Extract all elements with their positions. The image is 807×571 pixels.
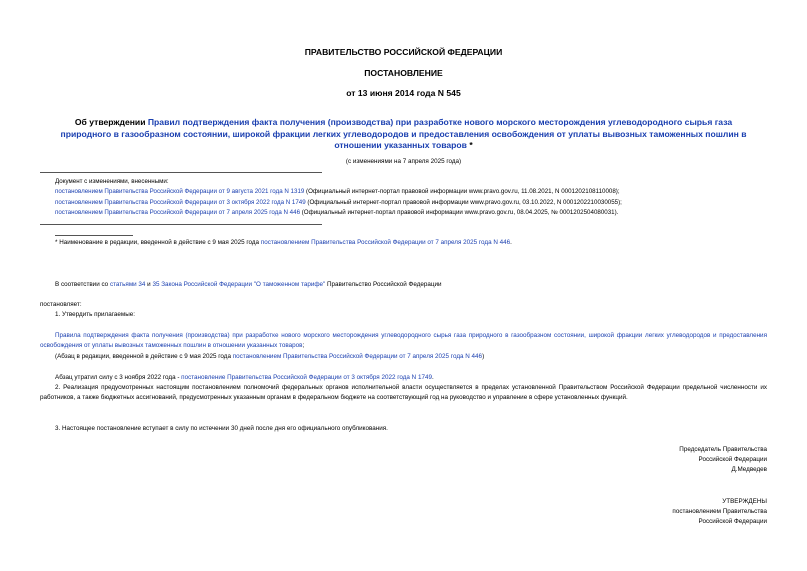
lost-force-link[interactable]: постановление Правительства Российской Федерации от 3 октября 2022 года N 1749 xyxy=(181,374,432,381)
rules-paragraph: Правила подтверждения факта получения (производства) при разработке нового морского месторождения углеводородного сырья газа природного в газообразном состоянии, широкой фракции легких углеводородов и предоставления освобождения от уплаты вывозных таможенных пошлин в отношении указанных товаров; xyxy=(40,332,767,350)
item-1: 1. Утвердить прилагаемые: xyxy=(55,311,135,318)
approved-country: Российской Федерации xyxy=(698,518,767,525)
title-suffix: * xyxy=(466,140,473,150)
article-34-link[interactable]: статьями 34 xyxy=(109,281,146,288)
signature-country: Российской Федерации xyxy=(698,456,767,463)
divider xyxy=(40,224,322,225)
date-number-heading: от 13 июня 2014 года N 545 xyxy=(346,88,461,98)
paragraph-edition-note: (Абзац в редакции, введенной в действие с 9 мая 2025 года постановлением Правительства Российской Федерации от 7 апреля 2025 года N 446) xyxy=(55,353,485,360)
changes-note: (с изменениями на 7 апреля 2025 года) xyxy=(345,158,462,165)
signature-position: Председатель Правительства xyxy=(679,446,767,453)
amendment-item: постановлением Правительства Российской Федерации от 9 августа 2021 года N 1319 (Официальный интернет-портал правовой информации www.pravo.gov.ru, 11.08.2021, N 0001202108110008); xyxy=(55,188,620,196)
article-35-link[interactable]: 35 Закона Российской Федерации "О таможенном тарифе" xyxy=(152,281,326,288)
amendment-link[interactable]: постановлением Правительства Российской Федерации от 7 апреля 2025 года N 446 xyxy=(55,208,301,216)
edition-note-link[interactable]: постановлением Правительства Российской Федерации от 7 апреля 2025 года N 446 xyxy=(232,353,483,360)
amendment-item: постановлением Правительства Российской Федерации от 3 октября 2022 года N 1749 (Официальный интернет-портал правовой информации www.pravo.gov.ru, 03.10.2022, N 0001202210030055); xyxy=(55,198,622,206)
item-2: 2. Реализация предусмотренных настоящим постановлением полномочий федеральных органов исполнительной власти осуществляется в пределах установленной Правительством Российской Федерации предельной численности их работников, а также бюджетных ассигнований, предусмотренных указанным органам в федеральном бюджете на соответствующий год на руководство и управление в сфере установленных функций. xyxy=(40,384,767,402)
footnote-divider xyxy=(55,235,133,236)
approved-block xyxy=(672,497,767,527)
footnote: * Наименование в редакции, введенной в действие с 9 мая 2025 года постановлением Правительства Российской Федерации от 7 апреля 2025 года N 446. xyxy=(55,239,512,246)
document-title xyxy=(52,117,755,152)
preamble: В соответствии со статьями 34 и 35 Закона Российской Федерации "О таможенном тарифе" Правительство Российской Федерации xyxy=(55,281,442,288)
signature-name: Д.Медведев xyxy=(731,466,767,473)
amendment-link[interactable]: постановлением Правительства Российской Федерации от 9 августа 2021 года N 1319 xyxy=(55,188,305,196)
divider xyxy=(40,172,322,173)
footnote-link[interactable]: постановлением Правительства Российской Федерации от 7 апреля 2025 года N 446 xyxy=(260,239,511,246)
rules-link[interactable]: Правила подтверждения факта получения (производства) при разработке нового морского месторождения углеводородного сырья газа природного в газообразном состоянии, широкой фракции легких углеводородов и предоставления освобождения от уплаты вывозных таможенных пошлин в отношении указанных товаров xyxy=(40,332,767,350)
lost-force-note: Абзац утратил силу с 3 ноября 2022 года - постановление Правительства Российской Федерации от 3 октября 2022 года N 1749. xyxy=(55,374,434,381)
approved-heading: УТВЕРЖДЕНЫ xyxy=(722,498,767,505)
amendment-item: постановлением Правительства Российской Федерации от 7 апреля 2025 года N 446 (Официальный интернет-портал правовой информации www.pravo.gov.ru, 08.04.2025, № 0001202504080031). xyxy=(55,208,619,216)
org-heading: ПРАВИТЕЛЬСТВО РОССИЙСКОЙ ФЕДЕРАЦИИ xyxy=(304,47,503,57)
resolves-text: постановляет: xyxy=(40,301,82,308)
amendment-link[interactable]: постановлением Правительства Российской Федерации от 3 октября 2022 года N 1749 xyxy=(55,198,306,206)
title-prefix: Об утверждении xyxy=(74,117,148,127)
item-3: 3. Настоящее постановление вступает в силу по истечении 30 дней после дня его официального опубликования. xyxy=(55,425,388,432)
title-rules-link[interactable]: Правил подтверждения факта получения (производства) при разработке нового морского месторождения углеводородного сырья газа природного в газообразном состоянии, широкой фракции легких углеводородов и предоставления освобождения от уплаты вывозных таможенных пошлин в отношении указанных товаров xyxy=(60,117,747,150)
signature-block xyxy=(679,445,767,475)
amendments-block xyxy=(55,177,775,218)
doc-type-heading: ПОСТАНОВЛЕНИЕ xyxy=(364,68,443,78)
approved-by: постановлением Правительства xyxy=(672,508,767,515)
amendments-intro: Документ с изменениями, внесенными: xyxy=(55,178,169,185)
